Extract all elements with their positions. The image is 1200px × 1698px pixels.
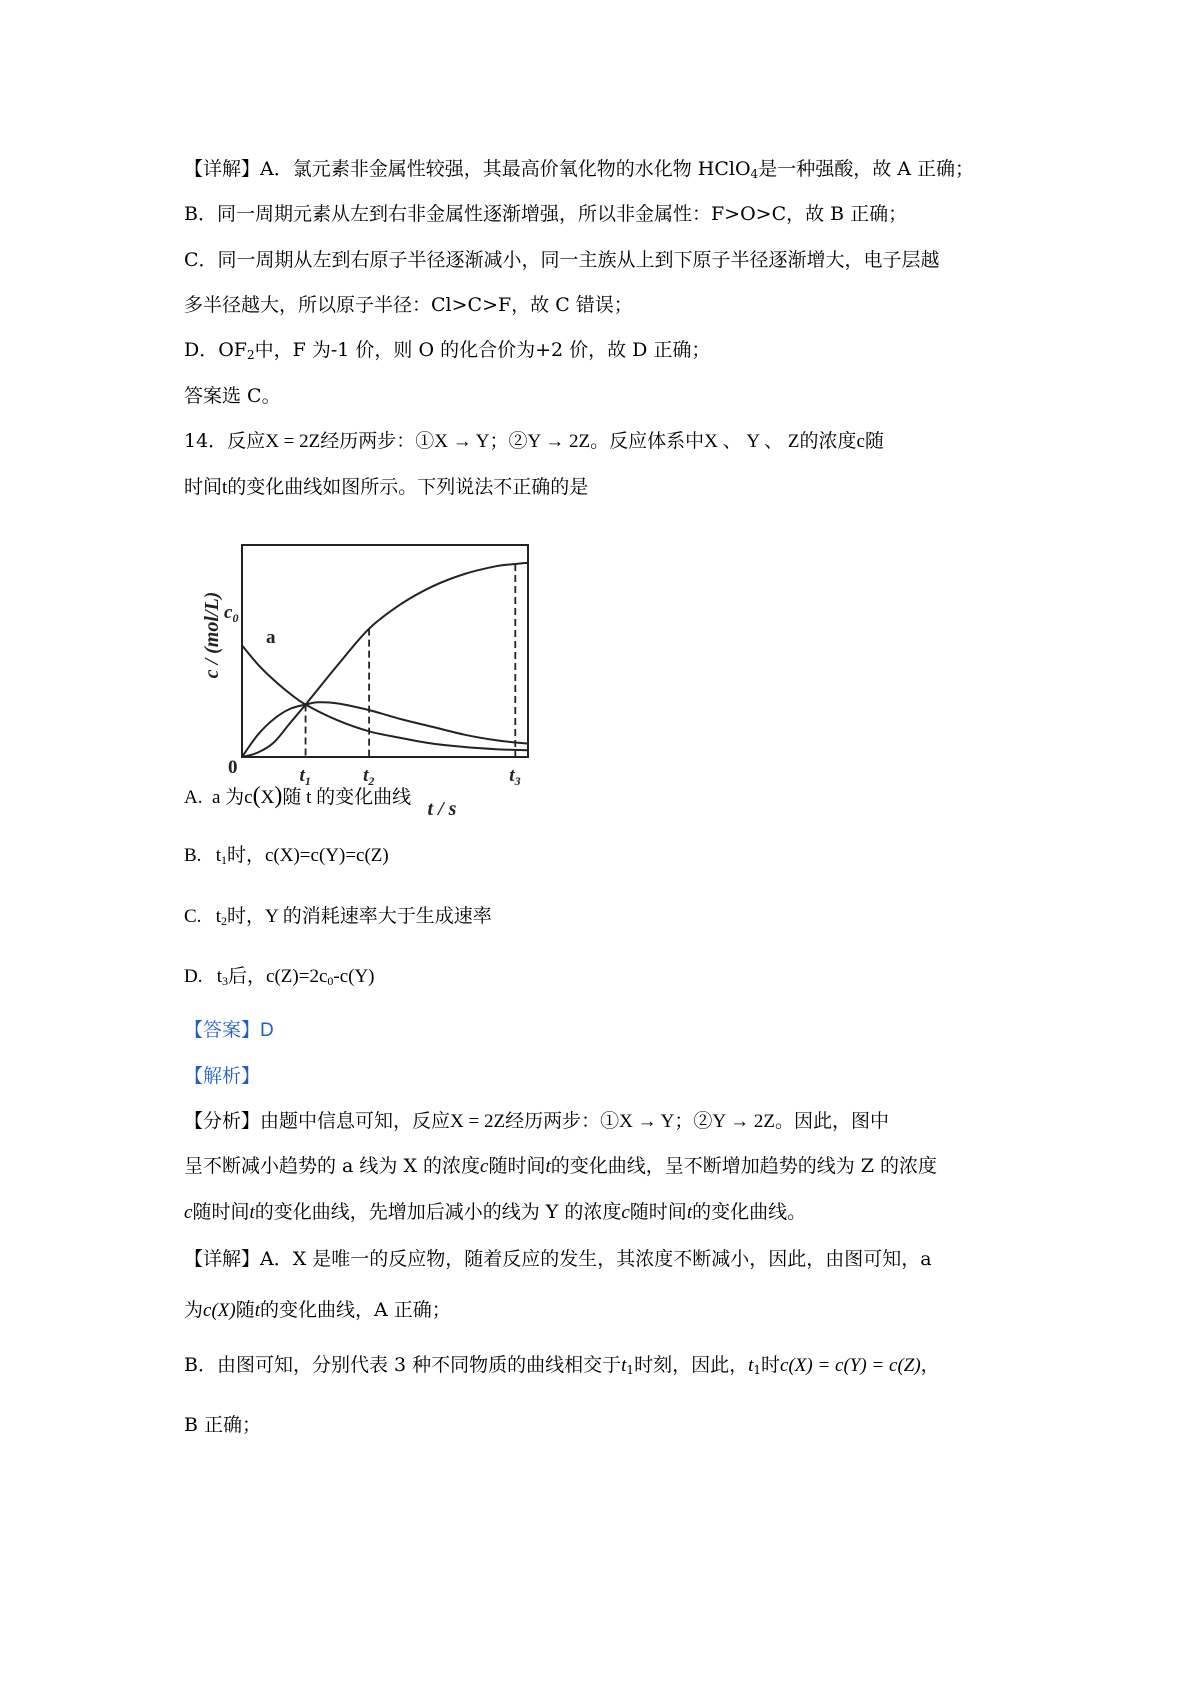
option-b-t: t — [215, 845, 221, 866]
detail-text: 时 — [761, 1354, 781, 1376]
answer-value: D — [260, 1020, 274, 1041]
q14-stem-text3: 的浓度 — [799, 430, 857, 452]
q14-t-symbol: t — [222, 477, 228, 498]
option-c-text2: Y 的消耗速率大于生成速率 — [264, 906, 492, 927]
option-b — [184, 841, 389, 871]
analysis-line1 — [184, 1106, 889, 1137]
detail-tag: 【详解】 — [184, 1248, 261, 1270]
origin-label: 0 — [228, 757, 238, 778]
q14-eq-main: X = 2Z — [265, 431, 321, 452]
analysis-eq: X = 2Z — [450, 1111, 506, 1132]
analysis-text: 的变化曲线，呈不断增加趋势的线为 Z 的浓度 — [550, 1155, 938, 1177]
analysis-text: 由题中信息可知，反应 — [260, 1110, 451, 1132]
q13-detail-line-b: B．同一周期元素从左到右非金属性逐渐增强，所以非金属性：F>O>C，故 B 正确； — [184, 203, 908, 225]
option-d-expr-post: -c(Y) — [333, 966, 375, 987]
analysis-text: 。因此，图中 — [774, 1110, 889, 1132]
q14-step2: Y → 2Z — [527, 431, 591, 452]
option-d-sub: 3 — [222, 974, 229, 988]
q13-line-a-text: A．氯元素非金属性较强，其最高价氧化物的水化物 HClO — [260, 158, 751, 180]
option-a-text1: a 为c — [211, 787, 253, 808]
analysis-t-symbol: t — [545, 1156, 551, 1177]
analysis-t-symbol: t — [249, 1202, 255, 1223]
q14-stem-text2: 。反应体系中 — [590, 430, 705, 452]
option-a-label: A. — [184, 787, 203, 808]
option-a — [184, 781, 411, 813]
option-d-expr-pre: c(Z)=2c — [266, 966, 328, 987]
option-c-sub: 2 — [220, 914, 227, 928]
analysis-tag-inline: 【分析】 — [184, 1110, 261, 1132]
series-line-x — [242, 645, 528, 750]
q14-stem-line2 — [184, 472, 588, 503]
q13-line-a-post: 是一种强酸，故 A 正确； — [758, 158, 974, 180]
x-axis-label: t / s — [427, 798, 457, 820]
answer-tag: 【答案】 — [184, 1019, 261, 1041]
q13-line-d-pre: D．OF — [184, 339, 247, 361]
option-c — [184, 902, 492, 932]
q14-sep: ；② — [489, 430, 528, 452]
option-b-label: B. — [184, 845, 202, 866]
analysis-line2 — [184, 1151, 937, 1182]
detail-t-symbol: t — [748, 1355, 754, 1376]
q13-detail-line-c2: 多半径越大，所以原子半径：Cl>C>F，故 C 错误； — [184, 294, 633, 316]
option-b-text1: 时， — [226, 845, 265, 866]
detail-sub: 1 — [626, 1363, 635, 1377]
analysis-c-symbol: c — [621, 1202, 630, 1223]
detail-sub: 1 — [753, 1363, 761, 1377]
option-b-sub: 1 — [220, 853, 227, 867]
option-b-expr: c(X)=c(Y)=c(Z) — [264, 845, 389, 866]
analysis-text: 的变化曲线，先增加后减小的线为 Y 的浓度 — [254, 1201, 622, 1223]
q13-detail-line-c1: C．同一周期从左到右原子半径逐渐减小，同一主族从上到下原子半径逐渐增大，电子层越 — [184, 249, 940, 271]
paren-open: ( — [252, 783, 261, 809]
detail-line-a1 — [184, 1244, 932, 1274]
analysis-c-symbol: c — [184, 1202, 193, 1223]
tick-label-t3: $t_3$ — [509, 765, 521, 788]
y-axis-label: c / (mol/L) — [201, 591, 223, 679]
detail-expr: c(X) = c(Y) = c(Z) — [780, 1355, 921, 1376]
analysis-text: 随时间 — [488, 1155, 546, 1177]
option-d-text1: 后， — [228, 966, 267, 987]
detail-line-b1 — [184, 1350, 940, 1381]
detail-tag: 【详解】 — [184, 158, 261, 180]
analysis-line3 — [184, 1197, 806, 1228]
option-c-text1: 时， — [226, 906, 265, 927]
detail-text: 为 — [184, 1299, 204, 1321]
analysis-text: 随时间 — [192, 1201, 250, 1223]
analysis-step2: Y → 2Z — [712, 1111, 775, 1132]
q13-line-a-sub: 4 — [750, 167, 759, 181]
q14-stem-line1 — [184, 426, 884, 457]
q13-answer-line: 答案选 C。 — [184, 385, 281, 407]
analysis-text: 随时间 — [629, 1201, 687, 1223]
c0-label: $c_0$ — [224, 602, 239, 625]
q13-line-d-sub: 2 — [247, 348, 255, 362]
detail-line-b2: B 正确； — [184, 1414, 262, 1436]
option-d-label: D. — [184, 966, 203, 987]
detail-text: B．由图可知，分别代表 3 种不同物质的曲线相交于 — [184, 1354, 622, 1376]
q14-number: 14．反应 — [184, 430, 266, 452]
option-c-t: t — [215, 906, 221, 927]
q13-line-d-post: 中，F 为-1 价，则 O 的化合价为+2 价，故 D 正确； — [254, 339, 711, 361]
detail-text: 随 — [235, 1299, 255, 1321]
q13-detail-line-a — [184, 154, 974, 184]
analysis-sep: ；② — [674, 1110, 713, 1132]
option-d-expr-sub: 0 — [327, 974, 334, 988]
tick-label-t2: $t_2$ — [363, 765, 375, 788]
detail-line-a2 — [184, 1295, 451, 1326]
option-a-arg: X — [260, 787, 275, 808]
analysis-t-symbol: t — [686, 1202, 693, 1223]
option-a-text2: 随 t 的变化曲线 — [282, 787, 412, 808]
detail-t-symbol: t — [621, 1355, 627, 1376]
option-d — [184, 962, 375, 992]
analysis-tag: 【解析】 — [184, 1065, 261, 1087]
analysis-text: 的变化曲线。 — [692, 1201, 807, 1223]
analysis-text: 经历两步：① — [505, 1110, 620, 1132]
chart-frame — [242, 545, 528, 757]
q13-detail-line-d — [184, 335, 710, 365]
detail-text: ， — [920, 1354, 940, 1376]
detail-text: A．X 是唯一的反应物，随着反应的发生，其浓度不断减小，因此，由图可知，a — [260, 1248, 932, 1270]
q14-stem-text: 经历两步：① — [320, 430, 435, 452]
option-d-t: t — [216, 966, 223, 987]
detail-text: 时刻，因此， — [634, 1354, 749, 1376]
detail-text: 的变化曲线，A 正确； — [260, 1299, 451, 1321]
answer-line — [184, 1015, 274, 1046]
detail-expr: c(X) — [203, 1300, 236, 1321]
paren-close: ) — [274, 783, 283, 809]
analysis-step1: X → Y — [619, 1111, 675, 1132]
analysis-c-symbol: c — [480, 1156, 489, 1177]
option-c-label: C. — [184, 906, 202, 927]
q14-species: X 、 Y 、 Z — [704, 431, 800, 452]
tick-label-t1: $t_1$ — [299, 765, 311, 788]
q14-stem-line2-b: 的变化曲线如图所示。下列说法不正确的是 — [227, 476, 589, 498]
q14-stem-text4: 随 — [864, 430, 884, 452]
analysis-text: 呈不断减小趋势的 a 线为 X 的浓度 — [184, 1155, 481, 1177]
curve-a-label: a — [266, 627, 276, 648]
q14-step1: X → Y — [434, 431, 490, 452]
series-line-z — [242, 563, 528, 757]
q14-c-symbol: c — [856, 431, 865, 452]
q14-stem-line2-a: 时间 — [184, 476, 223, 498]
detail-t-symbol: t — [254, 1300, 261, 1321]
concentration-chart — [180, 525, 570, 825]
